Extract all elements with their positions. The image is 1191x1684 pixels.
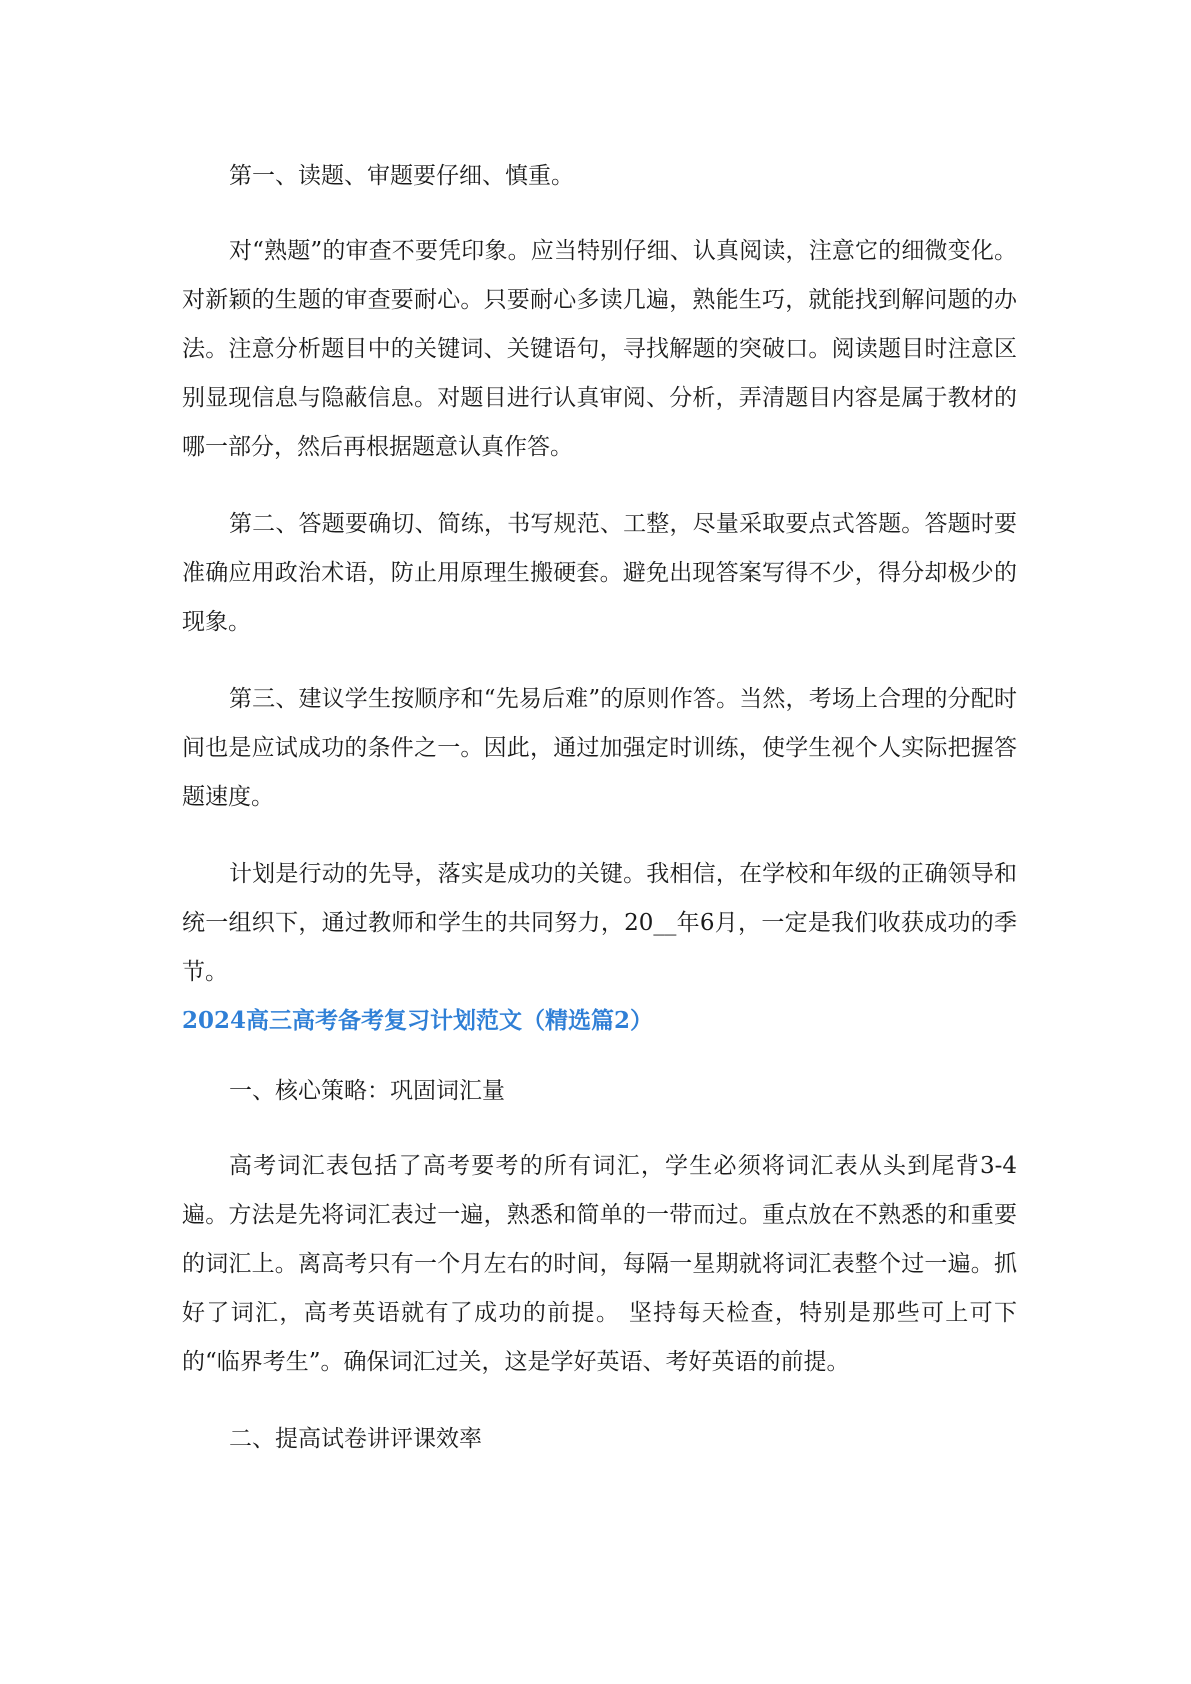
paragraph-vocabulary-body: 高考词汇表包括了高考要考的所有词汇，学生必须将词汇表从头到尾背3-4遍。方法是先将词汇表过一遍，熟悉和简单的一带而过。重点放在不熟悉的和重要的词汇上。离高考只有一个月左右的时间，每隔一星期就将词汇表整个过一遍。抓好了词汇，高考英语就有了成功的前提。 坚持每天检查，特别是那些可上可下的“临界考生”。确保词汇过关，这是学好英语、考好英语的前提。 [182,1153,1017,1375]
paragraph-conclusion: 计划是行动的先导，落实是成功的关键。我相信，在学校和年级的正确领导和统一组织下，通过教师和学生的共同努力，20__年6月，一定是我们收获成功的季节。 [182,861,1017,985]
paragraph-first-point-heading: 第一、读题、审题要仔细、慎重。 [229,163,574,189]
paragraph-improve-review-heading: 二、提高试卷讲评课效率 [229,1426,482,1452]
paragraph-first-point-body: 对“熟题”的审查不要凭印象。应当特别仔细、认真阅读，注意它的细微变化。对新颖的生题的审查要耐心。只要耐心多读几遍，熟能生巧，就能找到解问题的办法。注意分析题目中的关键词、关键语句，寻找解题的突破口。阅读题目时注意区别显现信息与隐蔽信息。对题目进行认真审阅、分析，弄清题目内容是属于教材的哪一部分，然后再根据题意认真作答。 [182,238,1017,460]
paragraph-third-point: 第三、建议学生按顺序和“先易后难”的原则作答。当然，考场上合理的分配时间也是应试成功的条件之一。因此，通过加强定时训练，使学生视个人实际把握答题速度。 [182,686,1017,810]
document-content [182,152,1017,1490]
paragraph-core-strategy-heading: 一、核心策略：巩固词汇量 [229,1078,505,1104]
paragraph-second-point: 第二、答题要确切、简练，书写规范、工整，尽量采取要点式答题。答题时要准确应用政治术语，防止用原理生搬硬套。避免出现答案写得不少，得分却极少的现象。 [182,511,1017,635]
section-title-link[interactable]: 2024高三高考备考复习计划范文（精选篇2） [182,1007,654,1034]
